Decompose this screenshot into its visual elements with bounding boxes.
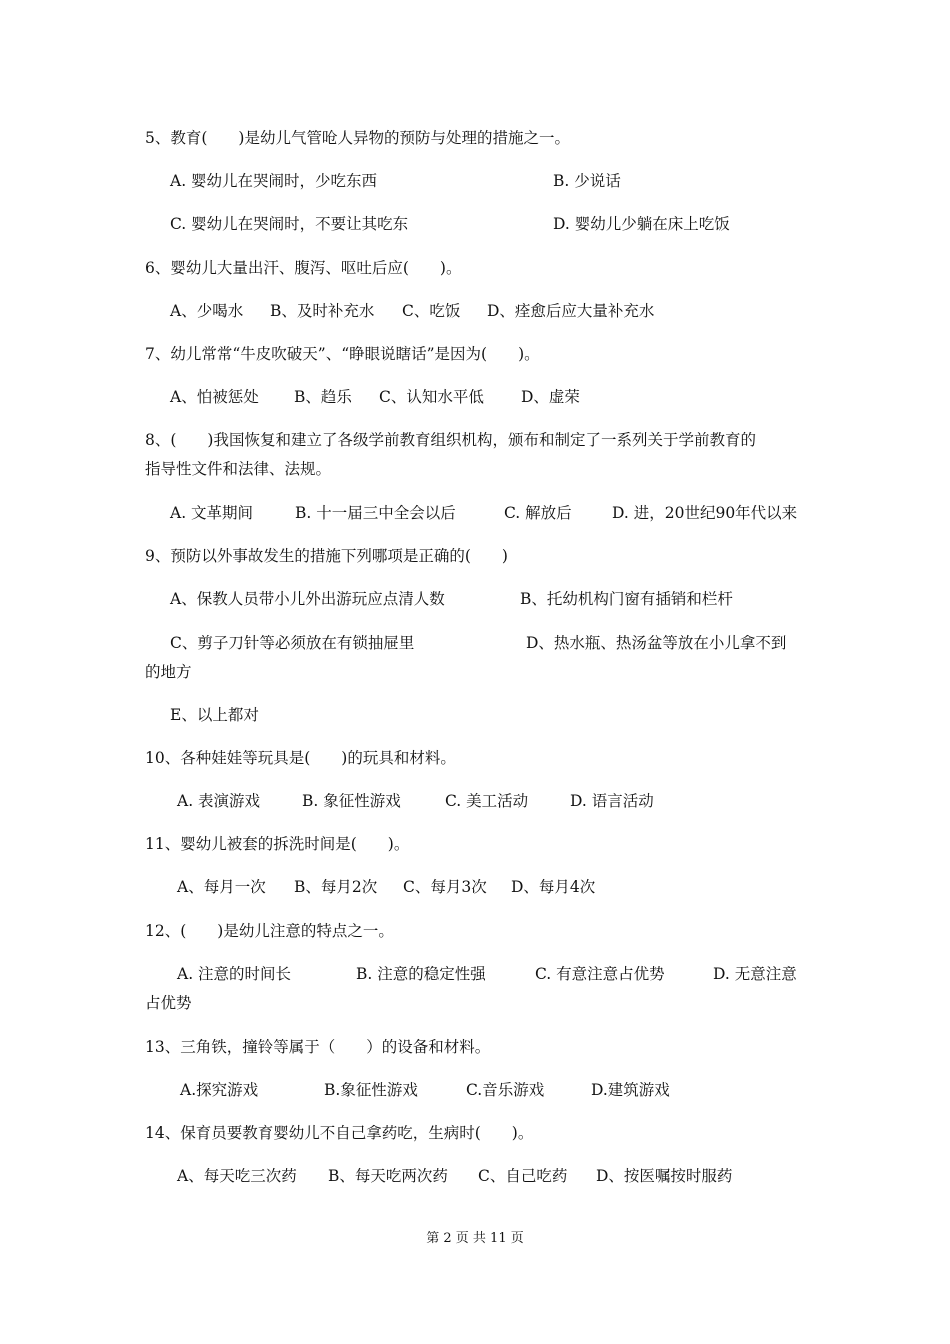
question-14-option-c: C、自己吃药 <box>478 1167 568 1185</box>
question-12-stem: 12、( )是幼儿注意的特点之一。 <box>145 922 394 940</box>
question-9-option-b: B、托幼机构门窗有插销和栏杆 <box>520 590 733 608</box>
question-9-option-d-cont: 的地方 <box>145 663 192 681</box>
question-13-option-b: B.象征性游戏 <box>324 1081 418 1099</box>
question-14-option-d: D、按医嘱按时服药 <box>596 1167 733 1185</box>
question-5-stem: 5、教育( )是幼儿气管呛人异物的预防与处理的措施之一。 <box>145 129 570 147</box>
question-5-option-d: D. 婴幼儿少躺在床上吃饭 <box>553 215 730 233</box>
question-11-option-a: A、每月一次 <box>177 878 266 896</box>
question-14-option-b: B、每天吃两次药 <box>328 1167 448 1185</box>
question-9-stem: 9、预防以外事故发生的措施下列哪项是正确的( ) <box>145 547 508 565</box>
question-12-option-a: A. 注意的时间长 <box>177 965 292 983</box>
question-6-option-a: A、少喝水 <box>170 302 244 320</box>
question-12-option-d-cont: 占优势 <box>145 994 192 1012</box>
question-10-option-c: C. 美工活动 <box>445 792 529 810</box>
question-9-option-a: A、保教人员带小儿外出游玩应点清人数 <box>170 590 445 608</box>
question-8-option-b: B. 十一届三中全会以后 <box>295 504 456 522</box>
question-9-option-e: E、以上都对 <box>170 706 259 724</box>
question-7-option-b: B、趋乐 <box>294 388 352 406</box>
question-12-option-b: B. 注意的稳定性强 <box>356 965 486 983</box>
question-10-stem: 10、各种娃娃等玩具是( )的玩具和材料。 <box>145 749 456 767</box>
question-11-option-d: D、每月4次 <box>511 878 596 896</box>
question-11-stem: 11、婴幼儿被套的拆洗时间是( )。 <box>145 835 410 853</box>
question-5-option-b: B. 少说话 <box>553 172 621 190</box>
question-8-option-c: C. 解放后 <box>504 504 572 522</box>
question-6-option-c: C、吃饭 <box>402 302 461 320</box>
question-8-stem-cont: 指导性文件和法律、法规。 <box>145 460 332 478</box>
question-13-option-a: A.探究游戏 <box>180 1081 259 1099</box>
question-11-option-c: C、每月3次 <box>403 878 487 896</box>
question-13-stem: 13、三角铁，撞铃等属于（ ）的设备和材料。 <box>145 1038 491 1056</box>
question-14-option-a: A、每天吃三次药 <box>177 1167 297 1185</box>
question-6-option-d: D、痊愈后应大量补充水 <box>487 302 655 320</box>
question-13-option-d: D.建筑游戏 <box>591 1081 670 1099</box>
question-7-option-a: A、怕被惩处 <box>170 388 259 406</box>
question-9-option-d: D、热水瓶、热汤盆等放在小儿拿不到 <box>526 634 787 652</box>
question-6-option-b: B、及时补充水 <box>270 302 375 320</box>
question-10-option-d: D. 语言活动 <box>570 792 654 810</box>
question-6-stem: 6、婴幼儿大量出汗、腹泻、呕吐后应( )。 <box>145 259 462 277</box>
question-12-option-c: C. 有意注意占优势 <box>535 965 665 983</box>
question-14-stem: 14、保育员要教育婴幼儿不自己拿药吃，生病时( )。 <box>145 1124 534 1142</box>
question-8-stem: 8、( )我国恢复和建立了各级学前教育组织机构，颁布和制定了一系列关于学前教育的 <box>145 431 756 449</box>
question-7-option-c: C、认知水平低 <box>379 388 484 406</box>
question-11-option-b: B、每月2次 <box>294 878 378 896</box>
question-7-stem: 7、幼儿常常“牛皮吹破天”、“睁眼说瞎话”是因为( )。 <box>145 345 540 363</box>
question-13-option-c: C.音乐游戏 <box>466 1081 545 1099</box>
question-10-option-a: A. 表演游戏 <box>177 792 261 810</box>
question-8-option-d: D. 进，20世纪90年代以来 <box>612 504 798 522</box>
question-8-option-a: A. 文革期间 <box>170 504 254 522</box>
question-7-option-d: D、虚荣 <box>521 388 580 406</box>
question-5-option-a: A. 婴幼儿在哭闹时，少吃东西 <box>170 172 378 190</box>
question-12-option-d: D. 无意注意 <box>713 965 797 983</box>
question-9-option-c: C、剪子刀针等必须放在有锁抽屉里 <box>170 634 415 652</box>
question-5-option-c: C. 婴幼儿在哭闹时，不要让其吃东 <box>170 215 409 233</box>
page-footer: 第 2 页 共 11 页 <box>426 1231 524 1246</box>
question-10-option-b: B. 象征性游戏 <box>302 792 401 810</box>
